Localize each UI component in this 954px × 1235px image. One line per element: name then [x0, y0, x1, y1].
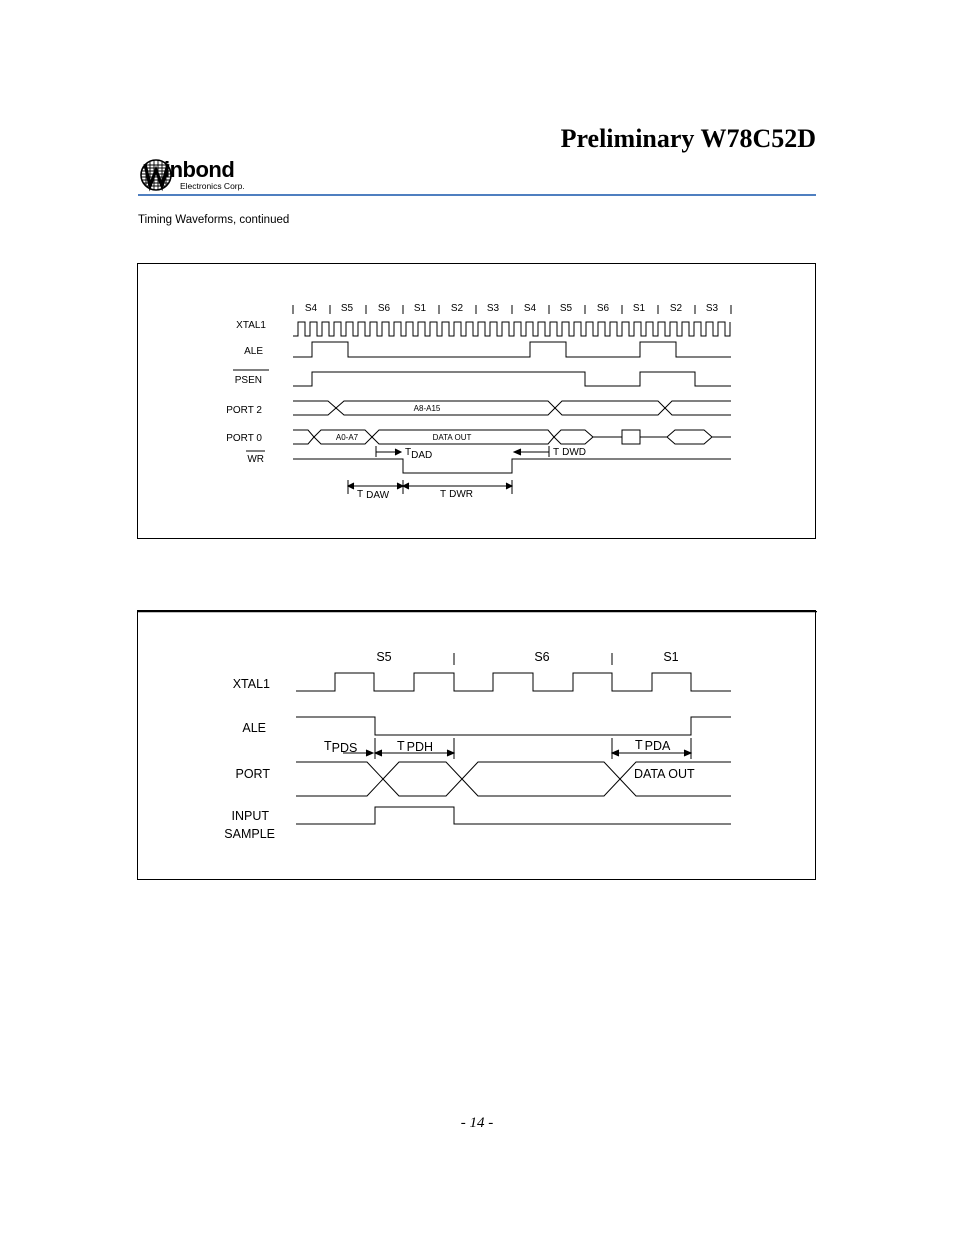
signal-label-xtal1: XTAL1	[232, 677, 270, 691]
port0-waveform	[293, 430, 731, 444]
timing-tpdh: T PDH	[397, 739, 434, 754]
state-label: S2	[669, 303, 683, 314]
ale-waveform	[293, 342, 731, 357]
port-data-out: DATA OUT	[634, 767, 695, 781]
timing-tpds: TPDS	[324, 739, 358, 755]
state-label: S1	[663, 650, 679, 664]
header-rule	[138, 194, 816, 196]
state-label: S1	[413, 303, 427, 314]
signal-label-psen: PSEN	[234, 375, 262, 386]
port0-data: DATA OUT	[432, 433, 472, 442]
timing-tdwd: T DWD	[553, 447, 586, 458]
logo-subtitle: Electronics Corp.	[180, 181, 245, 191]
state-label: S3	[705, 303, 719, 314]
signal-label-port2: PORT 2	[226, 405, 262, 416]
signal-label-input-sample: SAMPLE	[224, 827, 275, 841]
port-sample-waveforms	[138, 611, 817, 881]
signal-label-xtal1: XTAL1	[236, 320, 266, 331]
page-title: Preliminary W78C52D	[560, 124, 816, 153]
xtal1-waveform	[296, 673, 731, 691]
state-ticks	[293, 305, 731, 314]
signal-label-wr: WR	[247, 454, 264, 465]
psen-waveform	[293, 372, 731, 386]
timing-diagram-data-write	[137, 263, 816, 539]
timing-tdad: TDAD	[405, 447, 433, 461]
state-label: S4	[523, 303, 537, 314]
port2-waveform	[293, 401, 731, 415]
timing-diagram-port-sample	[137, 610, 816, 880]
state-label: S5	[559, 303, 573, 314]
section-caption: Timing Waveforms, continued	[138, 214, 290, 226]
state-label: S5	[376, 650, 392, 664]
signal-label-ale: ALE	[242, 721, 266, 735]
state-label: S5	[340, 303, 354, 314]
timing-tdwr: T DWR	[440, 489, 473, 500]
state-label: S6	[596, 303, 610, 314]
timing-tpda: T PDA	[635, 738, 671, 753]
timing-tdaw: T DAW	[357, 489, 390, 501]
logo-wordmark: inbond	[164, 157, 235, 182]
winbond-logo	[138, 155, 268, 197]
state-label: S6	[534, 650, 550, 664]
wr-waveform	[293, 459, 731, 473]
data-write-waveforms	[138, 264, 817, 540]
port2-value: A8-A15	[413, 404, 441, 413]
state-label: S3	[486, 303, 500, 314]
state-label: S6	[377, 303, 391, 314]
state-label: S4	[304, 303, 318, 314]
state-label: S2	[450, 303, 464, 314]
signal-label-ale: ALE	[244, 346, 263, 357]
page-number: - 14 -	[460, 1115, 494, 1131]
port0-address: A0-A7	[335, 433, 359, 442]
signal-label-input-sample: INPUT	[231, 809, 269, 823]
ale-waveform	[296, 717, 731, 735]
xtal1-waveform	[293, 322, 730, 336]
signal-label-port0: PORT 0	[226, 433, 262, 444]
signal-label-port: PORT	[235, 767, 270, 781]
state-label: S1	[632, 303, 646, 314]
input-sample-waveform	[296, 807, 731, 824]
